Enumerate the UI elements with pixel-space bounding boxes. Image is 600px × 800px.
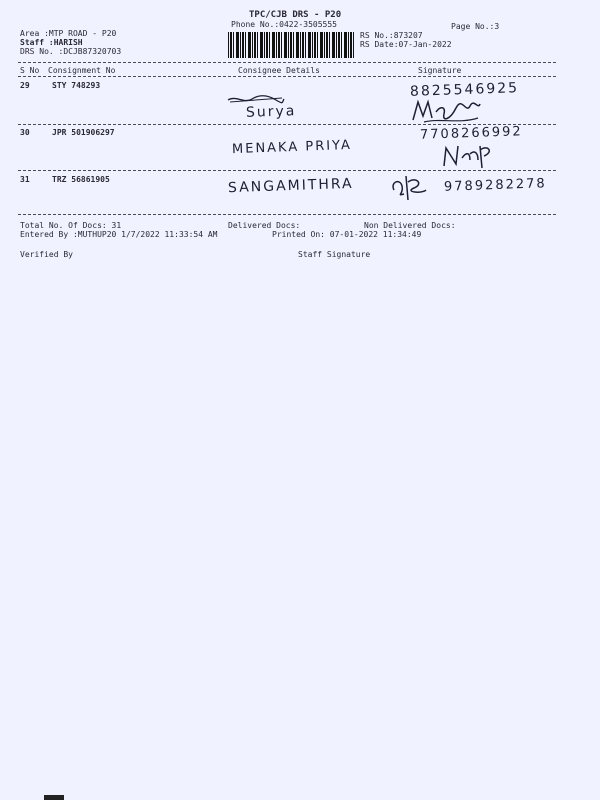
receiver-phone-number: 9789282278 bbox=[443, 176, 547, 195]
barcode bbox=[228, 32, 356, 58]
divider bbox=[18, 170, 556, 171]
receiver-phone-number: 7708266992 bbox=[419, 124, 523, 143]
delivered-docs: Delivered Docs: bbox=[228, 221, 301, 230]
phone-number: Phone No.:0422-3505555 bbox=[231, 20, 337, 29]
area-label: Area :MTP ROAD - P20 bbox=[20, 29, 117, 38]
non-delivered-docs: Non Delivered Docs: bbox=[364, 221, 456, 230]
scan-mark bbox=[44, 795, 64, 800]
column-sno: S No bbox=[20, 66, 40, 75]
row-consignment-no: TRZ 56861905 bbox=[52, 175, 110, 184]
printed-on: Printed On: 07-01-2022 11:34:49 bbox=[272, 230, 422, 239]
entered-by: Entered By :MUTHUP20 1/7/2022 11:33:54 AM bbox=[20, 230, 218, 239]
rs-number: RS No.:873207 bbox=[360, 31, 423, 40]
row-sno: 29 bbox=[20, 81, 30, 90]
column-consignee: Consignee Details bbox=[238, 66, 320, 75]
divider bbox=[18, 76, 556, 77]
row-sno: 31 bbox=[20, 175, 30, 184]
receiver-signature bbox=[388, 172, 430, 202]
consignee-handwritten-name: Surya bbox=[245, 103, 297, 121]
column-signature: Signature bbox=[418, 66, 462, 75]
receiver-signature bbox=[410, 98, 482, 124]
row-consignment-no: JPR 501906297 bbox=[52, 128, 115, 137]
row-consignment-no: STY 748293 bbox=[52, 81, 101, 90]
total-docs: Total No. Of Docs: 31 bbox=[20, 221, 122, 230]
document-title: TPC/CJB DRS - P20 bbox=[249, 10, 342, 20]
column-consignment: Consignment No bbox=[48, 66, 116, 75]
divider bbox=[18, 62, 556, 63]
page-number: Page No.:3 bbox=[451, 22, 500, 31]
staff-label: Staff :HARISH bbox=[20, 38, 83, 47]
staff-signature-label: Staff Signature bbox=[298, 250, 371, 259]
row-sno: 30 bbox=[20, 128, 30, 137]
consignee-handwritten-name: MENAKA PRIYA bbox=[231, 137, 353, 158]
drs-number: DRS No. :DCJB87320703 bbox=[20, 47, 122, 56]
rs-date: RS Date:07-Jan-2022 bbox=[360, 40, 452, 49]
receiver-phone-number: 8825546925 bbox=[409, 80, 520, 100]
verified-by-label: Verified By bbox=[20, 250, 73, 259]
receiver-signature bbox=[440, 142, 496, 170]
divider bbox=[18, 214, 556, 215]
consignee-handwritten-name: SANGAMITHRA bbox=[227, 175, 354, 197]
